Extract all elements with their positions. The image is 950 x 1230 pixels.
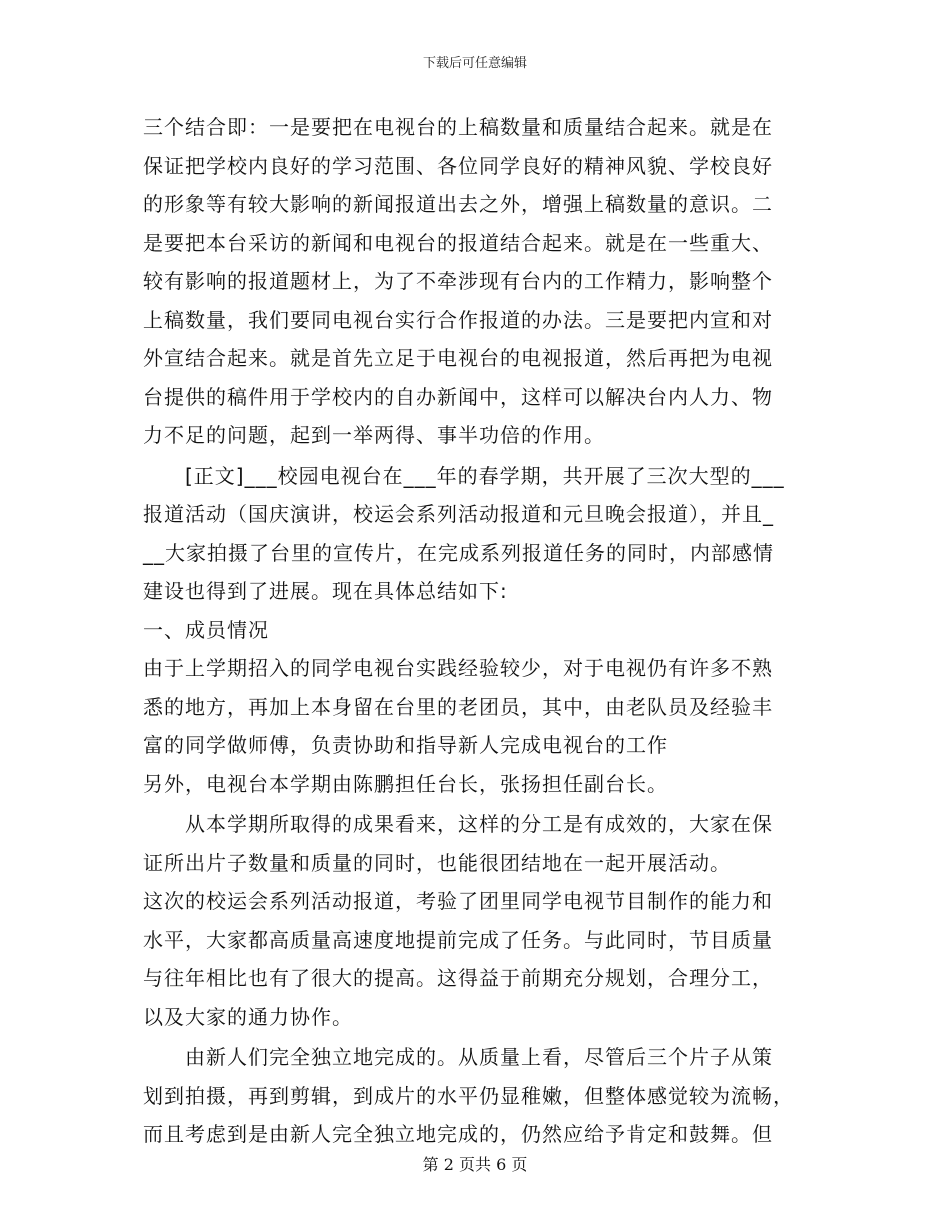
text-line: 较有影响的报道题材上，为了不牵涉现有台内的工作精力，影响整个 <box>143 269 773 293</box>
text-line: 而且考虑到是由新人完全独立地完成的，仍然应给予肯定和鼓舞。但 <box>143 1122 773 1146</box>
text-line: 水平，大家都高质量高速度地提前完成了任务。与此同时，节目质量 <box>143 927 773 952</box>
text-line: 从本学期所取得的成果看来，这样的分工是有成效的，大家在保 <box>143 812 773 836</box>
text-line: [正文]___校园电视台在___年的春学期，共开展了三次大型的___ <box>143 463 785 488</box>
text-line: 另外，电视台本学期由陈鹏担任台长，张扬担任副台长。 <box>143 771 668 796</box>
text-line: 以及大家的通力协作。 <box>143 1004 353 1029</box>
text-line: 保证把学校内良好的学习范围、各位同学良好的精神风貌、学校良好 <box>143 153 773 178</box>
text-line: 上稿数量，我们要同电视台实行合作报道的办法。三是要把内宣和对 <box>143 307 773 332</box>
text-line: 由新人们完全独立地完成的。从质量上看，尽管后三个片子从策 <box>143 1045 773 1069</box>
text-line: 的形象等有较大影响的新闻报道出去之外，增强上稿数量的意识。二 <box>143 192 773 216</box>
text-line: 报道活动（国庆演讲，校运会系列活动报道和元旦晚会报道），并且_ <box>143 502 774 526</box>
text-line: 是要把本台采访的新闻和电视台的报道结合起来。就是在一些重大、 <box>143 230 773 255</box>
page-header: 下载后可任意编辑 <box>422 56 527 71</box>
text-line: 与往年相比也有了很大的提高。这得益于前期充分规划，合理分工， <box>143 966 773 990</box>
document-body <box>143 108 811 1154</box>
text-line: 建设也得到了进展。现在具体总结如下: <box>143 579 508 603</box>
text-line: 三个结合即：一是要把在电视台的上稿数量和质量结合起来。就是在 <box>143 115 773 139</box>
text-line: 划到拍摄，再到剪辑，到成片的水平仍显稚嫩，但整体感觉较为流畅， <box>143 1083 794 1108</box>
text-line: 外宣结合起来。就是首先立足于电视台的电视报道，然后再把为电视 <box>143 346 773 370</box>
text-line: 证所出片子数量和质量的同时，也能很团结地在一起开展活动。 <box>143 850 731 875</box>
text-line: 台提供的稿件用于学校内的自办新闻中，这样可以解决台内人力、物 <box>143 384 773 409</box>
paragraph-results <box>143 805 811 1036</box>
text-line: 悉的地方，再加上本身留在台里的老团员，其中，由老队员及经验丰 <box>143 694 773 719</box>
text-line: __大家拍摄了台里的宣传片，在完成系列报道任务的同时，内部感情 <box>143 540 774 565</box>
text-line: 由于上学期招入的同学电视台实践经验较少，对于电视仍有许多不熟 <box>143 656 773 680</box>
page-number-footer: 第 2 页共 6 页 <box>422 1155 528 1174</box>
paragraph-three-combinations <box>143 108 811 455</box>
paragraph-new-members <box>143 1038 811 1154</box>
text-line: 力不足的问题，起到一举两得、事半功倍的作用。 <box>143 423 605 447</box>
text-line: 富的同学做师傅，负责协助和指导新人完成电视台的工作 <box>143 733 668 757</box>
section-heading: 一、成员情况 <box>143 617 269 642</box>
paragraph-main-text <box>143 457 811 804</box>
text-line: 这次的校运会系列活动报道，考验了团里同学电视节目制作的能力和 <box>143 889 773 913</box>
